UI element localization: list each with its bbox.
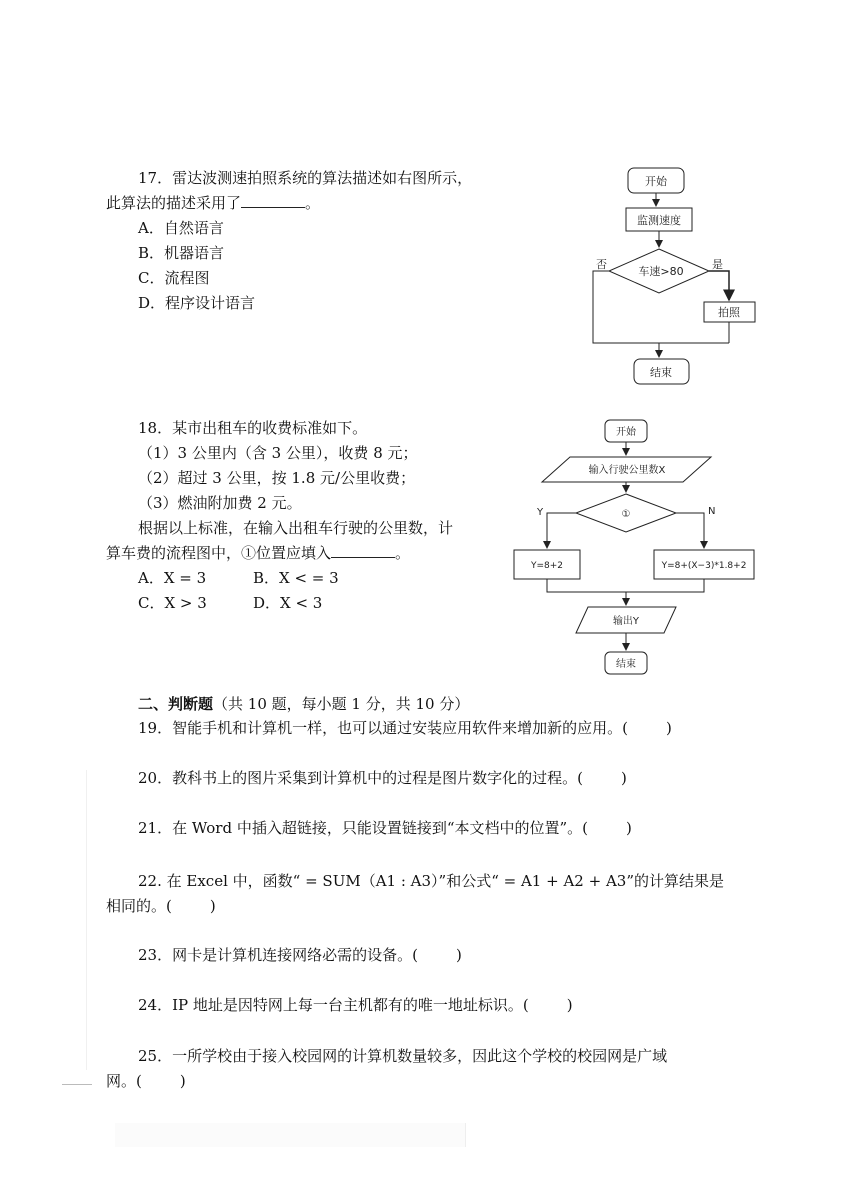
question-19	[138, 718, 672, 738]
q17-option-a: A．自然语言	[138, 219, 224, 237]
flow1-decision-label: 车速>80	[638, 265, 684, 278]
q18-rule-3: （3）燃油附加费 2 元。	[138, 494, 302, 512]
q22-text: 相同的。(	[106, 897, 172, 915]
q18-ask-end: 。	[395, 544, 411, 562]
speed-camera-flowchart	[585, 160, 765, 392]
section-2-title: 二、判断题	[138, 695, 214, 713]
flow2-start-label: 开始	[616, 427, 636, 438]
q24-close: )	[566, 996, 573, 1014]
flow1-yes-label: 是	[712, 258, 723, 271]
flow2-decision-label: ①	[621, 509, 631, 520]
q18-option-b: B．X < = 3	[253, 569, 339, 587]
q19-text: 19．智能手机和计算机一样，也可以通过安装应用软件来增加新的应用。(	[138, 719, 628, 737]
q18-rule-2: （2）超过 3 公里，按 1.8 元/公里收费；	[138, 469, 416, 487]
q23-close: )	[455, 946, 462, 964]
q17-stem-end: 。	[305, 194, 321, 212]
question-21	[138, 818, 632, 838]
q17-stem-text: 此算法的描述采用了	[106, 194, 242, 212]
question-22-line1: 22. 在 Excel 中，函数“ = SUM（A1 : A3）”和公式“ = A1 + A2 + A3”的计算结果是	[138, 872, 724, 890]
q17-option-c: C．流程图	[138, 269, 210, 287]
flow2-right-label: Y=8+(X−3)*1.8+2	[661, 561, 747, 571]
flow1-start-label: 开始	[645, 175, 667, 188]
q25-text: 网。(	[106, 1072, 142, 1090]
q18-option-d: D．X < 3	[253, 594, 323, 612]
q21-text: 21．在 Word 中插入超链接，只能设置链接到“本文档中的位置”。(	[138, 819, 589, 837]
question-23	[138, 945, 462, 965]
flow1-photo-label: 拍照	[718, 306, 740, 319]
q20-text: 20．教科书上的图片采集到计算机中的过程是图片数字化的过程。(	[138, 769, 583, 787]
q18-ask-line1: 根据以上标准，在输入出租车行驶的公里数，计	[138, 519, 454, 537]
flow2-left-label: Y=8+2	[530, 561, 564, 571]
margin-shadow	[86, 770, 87, 1070]
section-2-heading	[138, 694, 469, 714]
q18-ask-text: 算车费的流程图中，①位置应填入	[106, 544, 332, 562]
q22-close: )	[209, 897, 216, 915]
flow1-monitor-label: 监测速度	[637, 214, 681, 227]
q17-stem-line2	[106, 193, 320, 213]
answer-blank	[241, 193, 305, 208]
q18-option-c: C．X > 3	[138, 594, 207, 612]
q23-text: 23．网卡是计算机连接网络必需的设备。(	[138, 946, 418, 964]
q24-text: 24．IP 地址是因特网上每一台主机都有的唯一地址标识。(	[138, 996, 529, 1014]
q18-rule-1: （1）3 公里内（含 3 公里），收费 8 元；	[138, 444, 418, 462]
margin-mark	[62, 1084, 92, 1085]
q20-close: )	[620, 769, 627, 787]
flow1-no-label: 否	[596, 258, 607, 271]
taxi-fare-flowchart	[505, 412, 765, 682]
q18-stem: 18．某市出租车的收费标准如下。	[138, 419, 368, 437]
q18-ask-line2	[106, 543, 410, 563]
question-25-line1: 25．一所学校由于接入校园网的计算机数量较多，因此这个学校的校园网是广域	[138, 1047, 668, 1065]
q17-option-d: D．程序设计语言	[138, 294, 256, 312]
question-20	[138, 768, 627, 788]
flow1-end-label: 结束	[650, 366, 672, 379]
q17-option-b: B．机器语言	[138, 244, 225, 262]
flow2-output-label: 输出Y	[612, 616, 640, 627]
answer-blank	[331, 543, 395, 558]
flow2-input-label: 输入行驶公里数X	[588, 465, 666, 476]
flow2-end-label: 结束	[616, 659, 636, 670]
q17-stem-line1: 17．雷达波测速拍照系统的算法描述如右图所示，	[138, 169, 473, 187]
question-25-line2	[106, 1071, 186, 1091]
flow2-yes-label: Y	[537, 507, 544, 518]
q19-close: )	[665, 719, 672, 737]
q21-close: )	[626, 819, 632, 837]
q18-option-a: A．X = 3	[138, 569, 207, 587]
question-24	[138, 995, 573, 1015]
footer-shadow	[115, 1123, 466, 1147]
flow2-no-label: N	[708, 506, 716, 517]
section-2-note: （共 10 题，每小题 1 分，共 10 分）	[213, 695, 470, 713]
q25-close: )	[179, 1072, 186, 1090]
question-22-line2	[106, 896, 216, 916]
